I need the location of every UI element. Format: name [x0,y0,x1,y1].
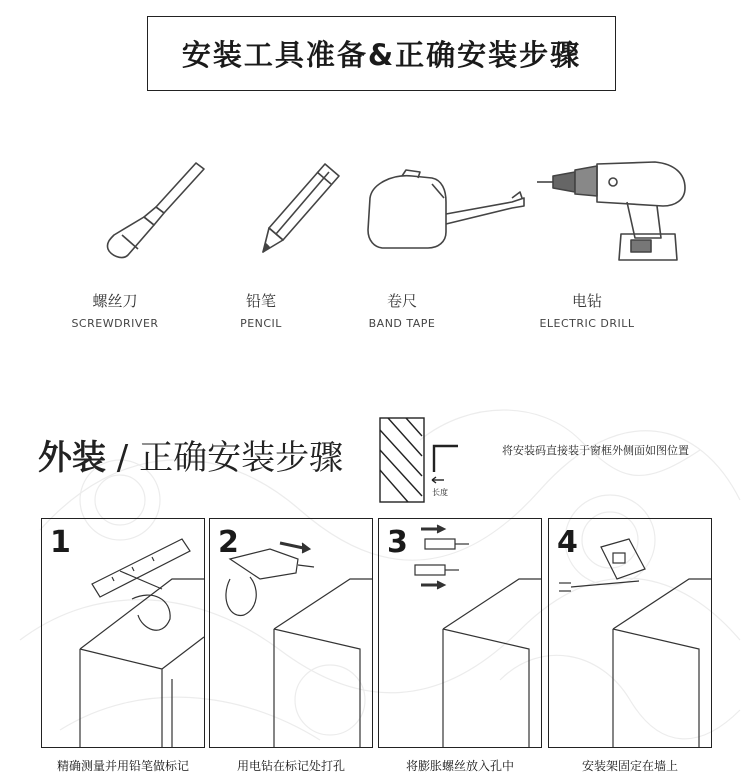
step-caption: 精确测量并用铅笔做标记 [56,759,189,773]
tool-name-en: BAND TAPE [368,317,436,330]
tool-name-en: PENCIL [240,317,282,330]
tool-name-cn: 卷尺 [386,292,417,310]
step-panel-3 [378,518,542,748]
anchor-illustration [379,519,541,747]
step-number: 3 [387,525,408,560]
step-caption: 安装架固定在墙上 [581,759,678,773]
step-caption: 用电钻在标记处打孔 [236,759,345,773]
diagram-label: 长度 [432,488,448,497]
page-title-box [147,16,616,91]
step-panel-2 [209,518,373,748]
section-title [38,430,343,479]
tool-name-cn: 螺丝刀 [92,292,138,310]
step-number: 1 [50,525,71,560]
tape-measure-icon [362,168,537,253]
tool-name-en: SCREWDRIVER [71,317,159,330]
pencil-icon [255,158,345,258]
step-number: 2 [218,525,239,560]
step-panel-4 [548,518,712,748]
electric-drill-icon [535,160,690,265]
tool-name-cn: 铅笔 [245,292,276,310]
tool-band-tape [317,290,487,330]
drill-illustration [210,519,372,747]
step-number: 4 [557,525,578,560]
tool-name-cn: 电钻 [571,292,602,310]
screwdriver-icon [98,155,218,265]
page-title: 安装工具准备&正确安装步骤 [181,38,582,72]
tool-screwdriver [30,290,200,330]
tool-electric-drill [502,290,672,330]
section-title-bold: 外装 [38,438,106,478]
install-note: 将安装码直接装于窗框外侧面如图位置 [502,444,689,457]
tool-name-en: ELECTRIC DRILL [539,317,635,330]
step-panel-1 [41,518,205,748]
section-title-rest: / 正确安装步骤 [106,438,344,478]
step-caption: 将膨胀螺丝放入孔中 [405,759,514,773]
bracket-illustration [549,519,711,747]
measure-illustration [42,519,204,747]
